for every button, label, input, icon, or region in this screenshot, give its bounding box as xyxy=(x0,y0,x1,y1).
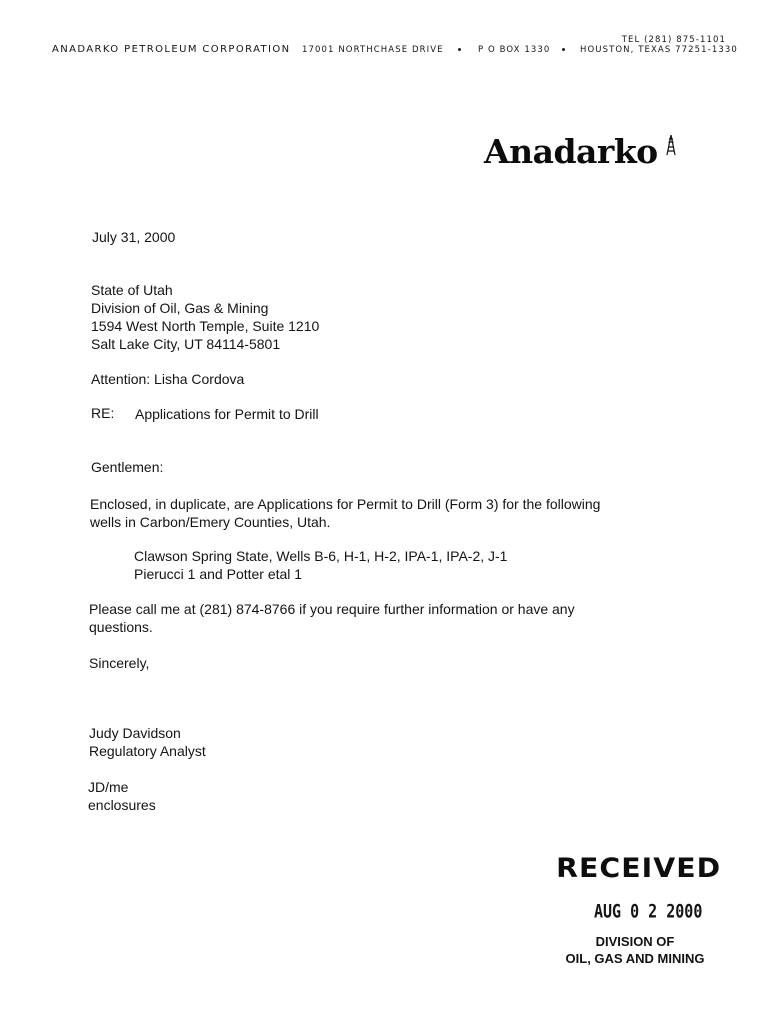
reference-block xyxy=(88,778,156,814)
recipient-line: State of Utah xyxy=(91,282,173,298)
signature-block xyxy=(89,724,206,760)
recipient-line: Salt Lake City, UT 84114-5801 xyxy=(91,336,281,352)
derrick-icon xyxy=(666,134,676,156)
letterhead-street: 17001 NORTHCHASE DRIVE xyxy=(302,45,444,55)
received-stamp-division xyxy=(560,933,710,967)
letterhead-company: ANADARKO PETROLEUM CORPORATION xyxy=(52,44,291,55)
company-logo xyxy=(484,132,658,171)
wells-line: Pierucci 1 and Potter etal 1 xyxy=(134,566,303,582)
recipient-address xyxy=(91,281,319,353)
division-line: OIL, GAS AND MINING xyxy=(565,951,705,966)
letterhead-city: HOUSTON, TEXAS 77251-1330 xyxy=(580,45,738,55)
recipient-line: Division of Oil, Gas & Mining xyxy=(91,300,269,316)
paragraph-line: Enclosed, in duplicate, are Applications for Permit to Drill (Form 3) for the following xyxy=(90,496,601,512)
paragraph-enclosed xyxy=(90,495,600,531)
paragraph-contact xyxy=(89,600,575,636)
signer-name: Judy Davidson xyxy=(89,725,181,741)
re-label: RE: xyxy=(91,405,115,421)
received-stamp-date: AUG 0 2 2000 xyxy=(594,899,703,923)
wells-list xyxy=(134,547,507,583)
re-subject: Applications for Permit to Drill xyxy=(135,406,319,422)
division-line: DIVISION OF xyxy=(595,934,675,949)
paragraph-line: wells in Carbon/Emery Counties, Utah. xyxy=(90,514,331,530)
salutation: Gentlemen: xyxy=(91,459,164,475)
enclosures-note: enclosures xyxy=(88,797,156,813)
signer-title: Regulatory Analyst xyxy=(89,743,206,759)
attention-line: Attention: Lisha Cordova xyxy=(91,371,245,387)
letterhead-tel: TEL (281) 875-1101 xyxy=(621,35,726,45)
logo-wordmark: Anadarko xyxy=(484,132,658,171)
paragraph-line: questions. xyxy=(89,619,153,635)
letterhead-po-box: P O BOX 1330 xyxy=(478,45,551,55)
paragraph-line: Please call me at (281) 874-8766 if you require further information or have any xyxy=(89,601,575,617)
closing: Sincerely, xyxy=(89,655,150,671)
separator-dot-icon xyxy=(562,48,565,51)
separator-dot-icon xyxy=(458,48,461,51)
letter-date: July 31, 2000 xyxy=(92,229,176,245)
wells-line: Clawson Spring State, Wells B-6, H-1, H-2, IPA-1, IPA-2, J-1 xyxy=(134,548,508,564)
recipient-line: 1594 West North Temple, Suite 1210 xyxy=(91,318,320,334)
typist-initials: JD/me xyxy=(88,779,129,795)
received-stamp-title: RECEIVED xyxy=(556,853,722,884)
